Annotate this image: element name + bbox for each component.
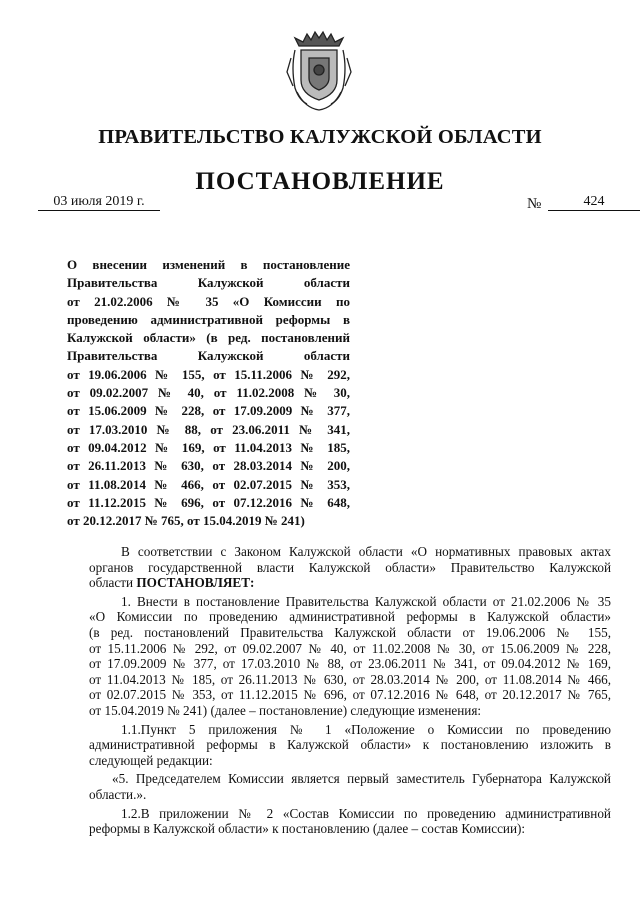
item-line: (в ред. постановлений Правительства Калужской области от 19.06.2006 № 155, bbox=[89, 624, 611, 640]
document-body bbox=[89, 544, 611, 837]
subject-line: от 19.06.2006 № 155, от 15.11.2006 № 292, bbox=[67, 366, 350, 382]
subject-line: от 17.03.2010 № 88, от 23.06.2011 № 341, bbox=[67, 421, 350, 437]
item-line: 1. Внести в постановление Правительства Калужской области от 21.02.2006 № 35 bbox=[121, 593, 611, 609]
subject-line: проведению административной реформы в bbox=[67, 311, 350, 327]
document-subject bbox=[67, 256, 350, 530]
subject-line: от 09.02.2007 № 40, от 11.02.2008 № 30, bbox=[67, 385, 350, 401]
intro-line bbox=[89, 575, 611, 591]
subject-line: от 11.08.2014 № 466, от 02.07.2015 № 353, bbox=[67, 476, 350, 492]
item-line: от 15.11.2006 № 292, от 09.02.2007 № 40, от 11.02.2008 № 30, от 15.06.2009 № 228, bbox=[89, 640, 611, 656]
item-line: реформы в Калужской области» к постановлению (далее – состав Комиссии): bbox=[89, 821, 526, 837]
intro-line: органов государственной власти Калужской области» Правительство Калужской bbox=[89, 559, 611, 575]
subject-line: от 20.12.2017 № 765, от 15.04.2019 № 241) bbox=[67, 513, 305, 529]
document-date: 03 июля 2019 г. bbox=[38, 194, 160, 211]
item-line: от 15.04.2019 № 241) (далее – постановление) следующие изменения: bbox=[89, 702, 482, 718]
government-name: ПРАВИТЕЛЬСТВО КАЛУЖСКОЙ ОБЛАСТИ bbox=[98, 126, 542, 148]
item-line: 1.2.В приложении № 2 «Состав Комиссии по проведению административной bbox=[121, 805, 611, 821]
item-line: следующей редакции: bbox=[89, 752, 213, 768]
item-line: 1.1.Пункт 5 приложения № 1 «Положение о Комиссии по проведению bbox=[121, 721, 611, 737]
item-1-2 bbox=[89, 806, 611, 837]
subject-line: от 26.11.2013 № 630, от 28.03.2014 № 200, bbox=[67, 458, 350, 474]
item-line: от 17.09.2009 № 377, от 17.03.2010 № 88, от 23.06.2011 № 341, от 09.04.2012 № 169, bbox=[89, 656, 611, 672]
subject-line: Калужской области» (в ред. постановлений bbox=[67, 330, 350, 346]
item-line: «О Комиссии по проведению административной реформы в Калужской области» bbox=[89, 609, 611, 625]
subject-line: О внесении изменений в постановление bbox=[67, 257, 350, 272]
subject-line: от 21.02.2006 № 35 «О Комиссии по bbox=[67, 293, 350, 309]
item-line: административной реформы в Калужской области» к постановлению изложить в bbox=[89, 737, 611, 753]
resolves-keyword: ПОСТАНОВЛЯЕТ: bbox=[136, 575, 255, 591]
number-label: № bbox=[527, 196, 542, 212]
item-1 bbox=[89, 594, 611, 719]
subject-line: от 11.12.2015 № 696, от 07.12.2016 № 648, bbox=[67, 494, 350, 510]
subject-line: от 09.04.2012 № 169, от 11.04.2013 № 185, bbox=[67, 439, 350, 455]
document-number: 424 bbox=[548, 194, 640, 211]
coat-of-arms-emblem bbox=[285, 28, 353, 112]
intro-text: области bbox=[89, 575, 134, 591]
subject-line: Правительства Калужской области bbox=[67, 348, 350, 364]
item-line: от 11.04.2013 № 185, от 26.11.2013 № 630, от 28.03.2014 № 200, от 11.08.2014 № 466, bbox=[89, 671, 611, 687]
quoted-text bbox=[89, 771, 611, 802]
quote-line: области.». bbox=[89, 786, 147, 802]
date-number-row bbox=[30, 194, 610, 218]
item-1-1 bbox=[89, 722, 611, 769]
subject-line: Правительства Калужской области bbox=[67, 275, 350, 291]
item-line: от 02.07.2015 № 353, от 11.12.2015 № 696, от 07.12.2016 № 648, от 20.12.2017 № 765, bbox=[89, 687, 611, 703]
document-type: ПОСТАНОВЛЕНИЕ bbox=[195, 168, 445, 195]
intro-line: В соответствии с Законом Калужской области «О нормативных правовых актах bbox=[121, 544, 611, 559]
subject-line: от 15.06.2009 № 228, от 17.09.2009 № 377, bbox=[67, 403, 350, 419]
quote-line: «5. Председателем Комиссии является первый заместитель Губернатора Калужской bbox=[112, 771, 611, 787]
